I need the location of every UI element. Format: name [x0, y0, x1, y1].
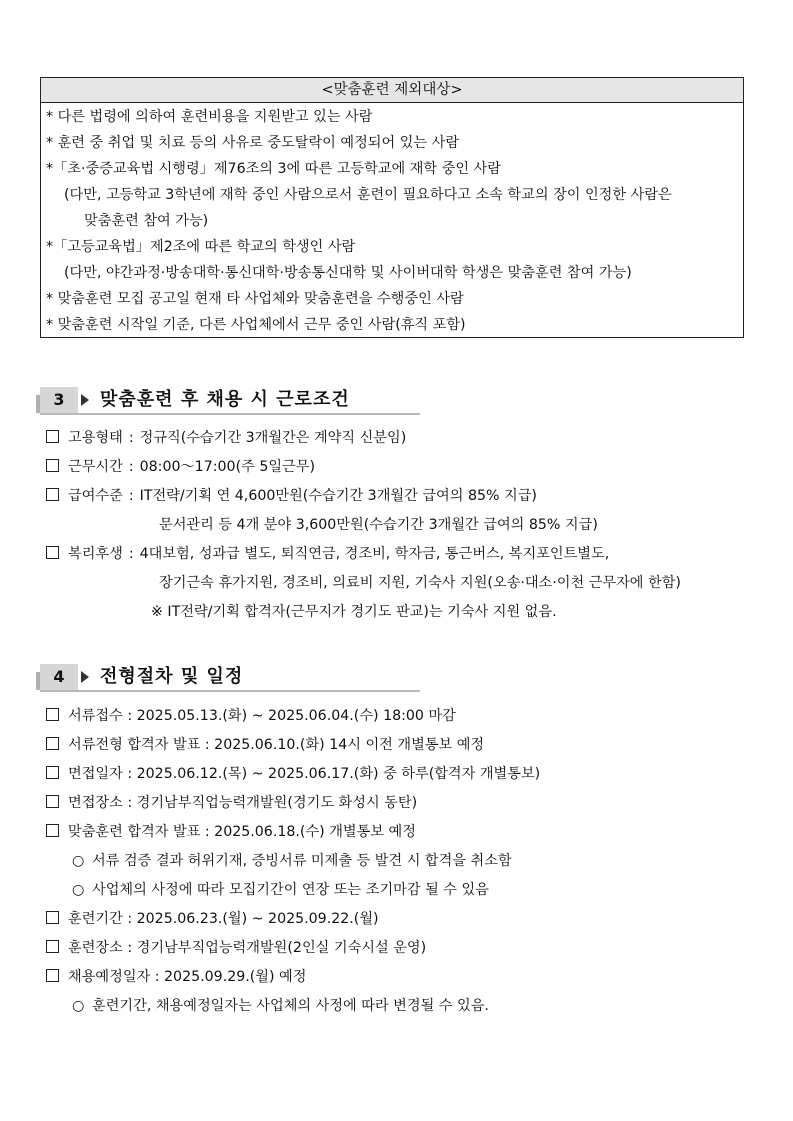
- exclusion-line: 맞춤훈련 참여 가능): [84, 213, 209, 229]
- checkbox-icon: [46, 766, 59, 779]
- checkbox-icon: [46, 824, 59, 837]
- triangle-icon: [81, 394, 89, 406]
- condition-salary-cont: 문서관리 등 4개 분야 3,600만원(수습기간 3개월간 급여의 85% 지급): [159, 517, 598, 533]
- exclusion-line: (다만, 야간과정·방송대학·통신대학·방송통신대학 및 사이버대학 학생은 맞춤훈련 참여 가능): [64, 265, 632, 281]
- exclusion-line: *「초·중증교육법 시행령」제76조의 3에 따른 고등학교에 재학 중인 사람: [46, 161, 501, 177]
- condition-benefits: 복리후생 : 4대보험, 성과급 별도, 퇴직연금, 경조비, 학자금, 통근버스, 복지포인트별도,: [46, 540, 681, 569]
- condition-work-hours: 근무시간 : 08:00～17:00(주 5일근무): [46, 453, 681, 482]
- circle-bullet-icon: ○: [72, 882, 85, 898]
- checkbox-icon: [46, 795, 59, 808]
- schedule-item: 면접장소 : 경기남부직업능력개발원(경기도 화성시 동탄): [46, 789, 540, 818]
- exclusion-line: * 맞춤훈련 시작일 기준, 다른 사업체에서 근무 중인 사람(휴직 포함): [46, 317, 466, 333]
- exclusion-line: * 맞춤훈련 모집 공고일 현재 타 사업체와 맞춤훈련을 수행중인 사람: [46, 291, 464, 307]
- section3-title: 맞춤훈련 후 채용 시 근로조건: [100, 389, 350, 410]
- checkbox-icon: [46, 430, 59, 443]
- exclusion-box-body: [41, 103, 743, 338]
- schedule-item: 면접일자 : 2025.06.12.(목) ~ 2025.06.17.(화) 중 하루(합격자 개별통보): [46, 760, 540, 789]
- schedule-item: 맞춤훈련 합격자 발표 : 2025.06.18.(수) 개별통보 예정: [46, 818, 540, 847]
- checkbox-icon: [46, 488, 59, 501]
- schedule-item: 채용예정일자 : 2025.09.29.(월) 예정: [46, 963, 540, 992]
- schedule-subitem: ○ 서류 검증 결과 허위기재, 증빙서류 미제출 등 발견 시 합격을 취소함: [46, 847, 540, 876]
- exclusion-line: (다만, 고등학교 3학년에 재학 중인 사람으로서 훈련이 필요하다고 소속 학교의 장이 인정한 사람은: [64, 187, 672, 203]
- schedule-item: 훈련기간 : 2025.06.23.(월) ~ 2025.09.22.(월): [46, 905, 540, 934]
- checkbox-icon: [46, 459, 59, 472]
- schedule-list: [46, 702, 540, 1021]
- checkbox-icon: [46, 969, 59, 982]
- schedule-subitem: ○ 훈련기간, 채용예정일자는 사업체의 사정에 따라 변경될 수 있음.: [46, 992, 540, 1021]
- condition-benefits-cont: 장기근속 휴가지원, 경조비, 의료비 지원, 기숙사 지원(오송·대소·이천 근무자에 한함): [159, 575, 681, 591]
- circle-bullet-icon: ○: [72, 853, 85, 869]
- condition-benefits-note: ※ IT전략/기획 합격자(근무지가 경기도 판교)는 기숙사 지원 없음.: [151, 604, 557, 620]
- section4-header: [40, 664, 420, 690]
- section3-header: [40, 387, 420, 413]
- section4-title: 전형절차 및 일정: [100, 666, 244, 687]
- schedule-item: 서류전형 합격자 발표 : 2025.06.10.(화) 14시 이전 개별통보 예정: [46, 731, 540, 760]
- circle-bullet-icon: ○: [72, 998, 85, 1014]
- checkbox-icon: [46, 546, 59, 559]
- triangle-icon: [81, 671, 89, 683]
- schedule-item: 서류접수 : 2025.05.13.(화) ~ 2025.06.04.(수) 18:00 마감: [46, 702, 540, 731]
- condition-employment-type: 고용형태 : 정규직(수습기간 3개월간은 계약직 신분임): [46, 424, 681, 453]
- checkbox-icon: [46, 940, 59, 953]
- section4-number: 4: [40, 664, 78, 690]
- exclusion-line: *「고등교육법」제2조에 따른 학교의 학생인 사람: [46, 239, 356, 255]
- schedule-subitem: ○ 사업체의 사정에 따라 모집기간이 연장 또는 조기마감 될 수 있음: [46, 876, 540, 905]
- checkbox-icon: [46, 737, 59, 750]
- schedule-item: 훈련장소 : 경기남부직업능력개발원(2인실 기숙시설 운영): [46, 934, 540, 963]
- exclusion-line: * 다른 법령에 의하여 훈련비용을 지원받고 있는 사람: [46, 109, 373, 125]
- exclusion-box-title: <맞춤훈련 제외대상>: [41, 78, 743, 103]
- exclusion-line: * 훈련 중 취업 및 치료 등의 사유로 중도탈락이 예정되어 있는 사람: [46, 135, 460, 151]
- section-divider: [40, 413, 420, 415]
- checkbox-icon: [46, 708, 59, 721]
- work-conditions-list: [46, 424, 681, 627]
- exclusion-box: [40, 77, 744, 338]
- section3-number: 3: [40, 387, 78, 413]
- condition-salary: 급여수준 : IT전략/기획 연 4,600만원(수습기간 3개월간 급여의 85% 지급): [46, 482, 681, 511]
- checkbox-icon: [46, 911, 59, 924]
- section-divider: [40, 690, 420, 692]
